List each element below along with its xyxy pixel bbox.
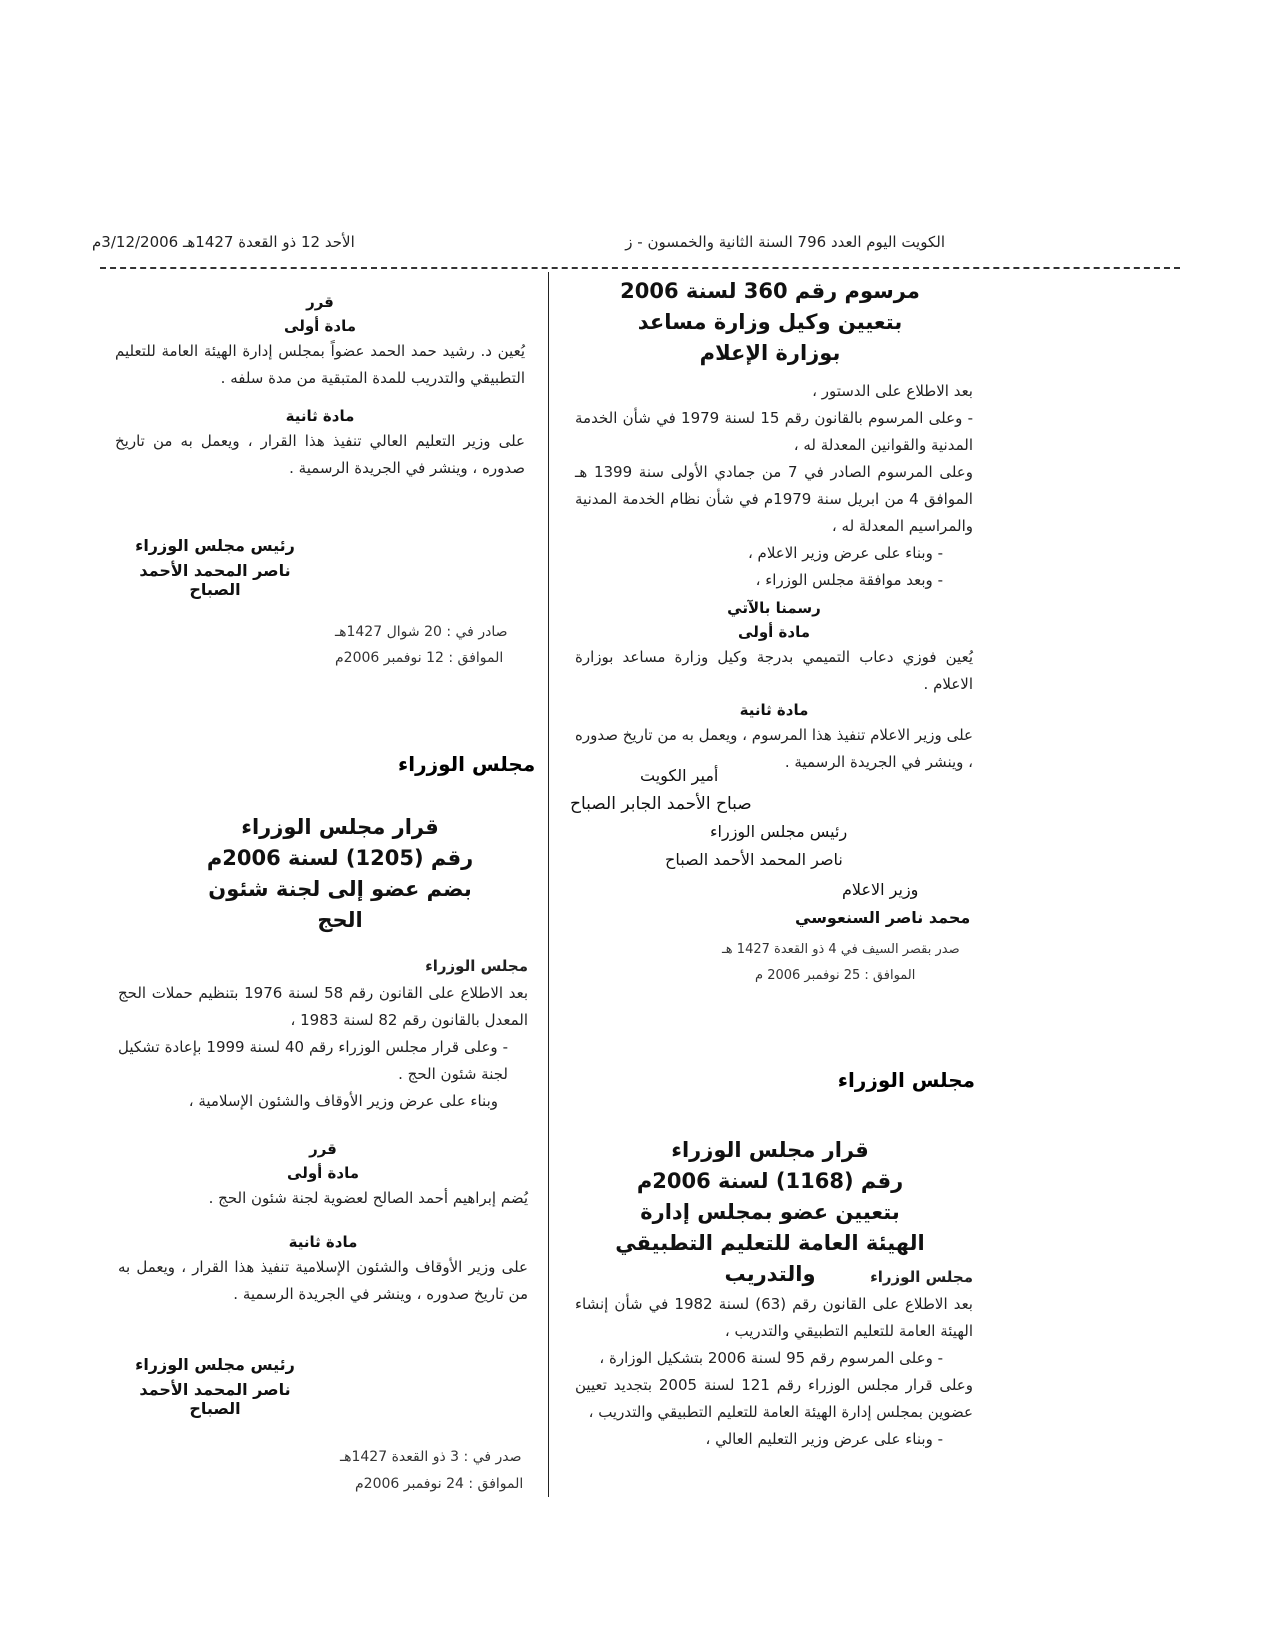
decree-art1-title: مادة أولى bbox=[738, 623, 810, 641]
left-top-art1-title: مادة أولى bbox=[284, 317, 356, 335]
res1205-pre-3: وبناء على عرض وزير الأوقاف والشئون الإسلامية ، bbox=[188, 1092, 498, 1110]
council-label-right: مجلس الوزراء bbox=[837, 1068, 975, 1092]
res1205-decided: قرر bbox=[309, 1140, 337, 1158]
left-top-issued-hijri: صادر في : 20 شوال 1427هـ bbox=[335, 624, 508, 640]
res1205-title-2: رقم (1205) لسنة 2006م bbox=[206, 846, 474, 870]
res1168-title-1: قرار مجلس الوزراء bbox=[671, 1138, 869, 1162]
decree-360 bbox=[560, 276, 980, 369]
header-issue-info: الكويت اليوم العدد 796 السنة الثانية والخمسون - ز bbox=[625, 233, 945, 251]
left-top-continuation bbox=[115, 290, 525, 482]
decree-title-2: بتعيين وكيل وزارة مساعد bbox=[637, 310, 903, 334]
res1168-pre-2: - وعلى المرسوم رقم 95 لسنة 2006 بتشكيل الوزارة ، bbox=[599, 1349, 943, 1367]
res1205-pre-1: بعد الاطلاع على القانون رقم 58 لسنة 1976 بتنظيم حملات الحج المعدل بالقانون رقم 82 لسنة 1983 ، bbox=[118, 984, 528, 1029]
decree-title-1: مرسوم رقم 360 لسنة 2006 bbox=[620, 279, 920, 303]
res1205-title-1: قرار مجلس الوزراء bbox=[241, 815, 439, 839]
resolution-1205-body bbox=[118, 953, 528, 1308]
decree-pre-5: - وبعد موافقة مجلس الوزراء ، bbox=[755, 571, 943, 589]
decree-minister-name: محمد ناصر السنعوسي bbox=[795, 908, 971, 927]
res1168-pre-3: وعلى قرار مجلس الوزراء رقم 121 لسنة 2005 بتجديد تعيين عضوين بمجلس إدارة الهيئة العامة للتعليم التطبيقي والتدريب ، bbox=[575, 1376, 974, 1421]
decree-pre-2: - وعلى المرسوم بالقانون رقم 15 لسنة 1979 في شأن الخدمة المدنية والقوانين المعدلة له ، bbox=[575, 409, 973, 454]
res1205-issued-hijri: صدر في : 3 ذو القعدة 1427هـ bbox=[340, 1449, 522, 1465]
decree-art2-title: مادة ثانية bbox=[739, 701, 809, 719]
header-date: الأحد 12 ذو القعدة 1427هـ 3/12/2006م bbox=[92, 233, 355, 251]
left-top-signature bbox=[120, 536, 310, 599]
res1168-title-2: رقم (1168) لسنة 2006م bbox=[636, 1169, 904, 1193]
res1168-title-3: بتعيين عضو بمجلس إدارة bbox=[640, 1200, 900, 1224]
decree-issued-hijri: صدر بقصر السيف في 4 ذو القعدة 1427 هـ bbox=[722, 942, 960, 957]
res1205-issued-gregorian: الموافق : 24 نوفمبر 2006م bbox=[355, 1476, 524, 1492]
left-top-art2-title: مادة ثانية bbox=[285, 407, 355, 425]
left-top-pm-name: ناصر المحمد الأحمد الصباح bbox=[139, 561, 291, 599]
decree-pre-4: - وبناء على عرض وزير الاعلام ، bbox=[747, 544, 943, 562]
decree-pm-title: رئيس مجلس الوزراء bbox=[710, 822, 848, 841]
left-top-art1-text: يُعين د. رشيد حمد الحمد عضواً بمجلس إدارة الهيئة العامة للتعليم التطبيقي والتدريب للمدة المتبقية من مدة سلفه . bbox=[115, 342, 525, 387]
decree-emir-name: صباح الأحمد الجابر الصباح bbox=[570, 794, 752, 814]
decree-preamble bbox=[575, 378, 973, 776]
res1168-pre-1: بعد الاطلاع على القانون رقم (63) لسنة 1982 في شأن إنشاء الهيئة العامة للتعليم التطبيقي والتدريب ، bbox=[575, 1295, 973, 1340]
left-top-decided: قرر bbox=[306, 293, 334, 311]
res1168-title-4: الهيئة العامة للتعليم التطبيقي والتدريب bbox=[615, 1231, 925, 1286]
res1205-art2-text: على وزير الأوقاف والشئون الإسلامية تنفيذ هذا القرار ، ويعمل به من تاريخ صدوره ، وينشر في الجريدة الرسمية . bbox=[118, 1258, 528, 1303]
decree-pm-name: ناصر المحمد الأحمد الصباح bbox=[665, 850, 843, 869]
res1205-intro: مجلس الوزراء bbox=[425, 957, 528, 975]
decree-art2-text: على وزير الاعلام تنفيذ هذا المرسوم ، ويعمل به من تاريخ صدوره ، وينشر في الجريدة الرسمية . bbox=[575, 726, 973, 771]
res1168-intro: مجلس الوزراء bbox=[870, 1268, 973, 1286]
decree-rasamna: رسمنا بالآتي bbox=[727, 599, 821, 617]
res1205-art1-text: يُضم إبراهيم أحمد الصالح لعضوية لجنة شئون الحج . bbox=[208, 1189, 528, 1207]
decree-pre-3: وعلى المرسوم الصادر في 7 من جمادي الأولى سنة 1399 هـ الموافق 4 من ابريل سنة 1979م في شأن نظام الخدمة المدنية والمراسيم المعدلة له ، bbox=[575, 463, 974, 535]
council-label-left: مجلس الوزراء bbox=[398, 752, 536, 776]
decree-issued-gregorian: الموافق : 25 نوفمبر 2006 م bbox=[755, 968, 916, 983]
decree-title-3: بوزارة الإعلام bbox=[699, 341, 841, 365]
left-top-pm-title: رئيس مجلس الوزراء bbox=[135, 536, 295, 555]
resolution-1205-titles bbox=[190, 812, 490, 936]
resolution-1168-body bbox=[575, 1264, 973, 1453]
column-divider bbox=[548, 272, 549, 1497]
res1205-pm-title: رئيس مجلس الوزراء bbox=[135, 1355, 295, 1374]
decree-pre-1: بعد الاطلاع على الدستور ، bbox=[812, 382, 973, 400]
res1205-pre-2: - وعلى قرار مجلس الوزراء رقم 40 لسنة 1999 بإعادة تشكيل لجنة شئون الحج . bbox=[118, 1038, 508, 1083]
left-top-issued-gregorian: الموافق : 12 نوفمبر 2006م bbox=[335, 650, 504, 666]
decree-art1-text: يُعين فوزي دعاب التميمي بدرجة وكيل وزارة مساعد بوزارة الاعلام . bbox=[575, 648, 973, 693]
left-top-art2-text: على وزير التعليم العالي تنفيذ هذا القرار ، ويعمل به من تاريخ صدوره ، وينشر في الجريدة الرسمية . bbox=[115, 432, 525, 477]
res1205-pm-name: ناصر المحمد الأحمد الصباح bbox=[139, 1380, 291, 1418]
decree-emir-title: أمير الكويت bbox=[640, 766, 719, 785]
decree-minister-title: وزير الاعلام bbox=[842, 880, 919, 899]
header-divider bbox=[100, 267, 1180, 269]
res1205-signature bbox=[120, 1355, 310, 1418]
res1205-art2-title: مادة ثانية bbox=[288, 1233, 358, 1251]
res1205-title-3: بضم عضو إلى لجنة شئون الحج bbox=[208, 877, 472, 932]
res1168-pre-4: - وبناء على عرض وزير التعليم العالي ، bbox=[705, 1430, 943, 1448]
res1205-art1-title: مادة أولى bbox=[287, 1164, 359, 1182]
